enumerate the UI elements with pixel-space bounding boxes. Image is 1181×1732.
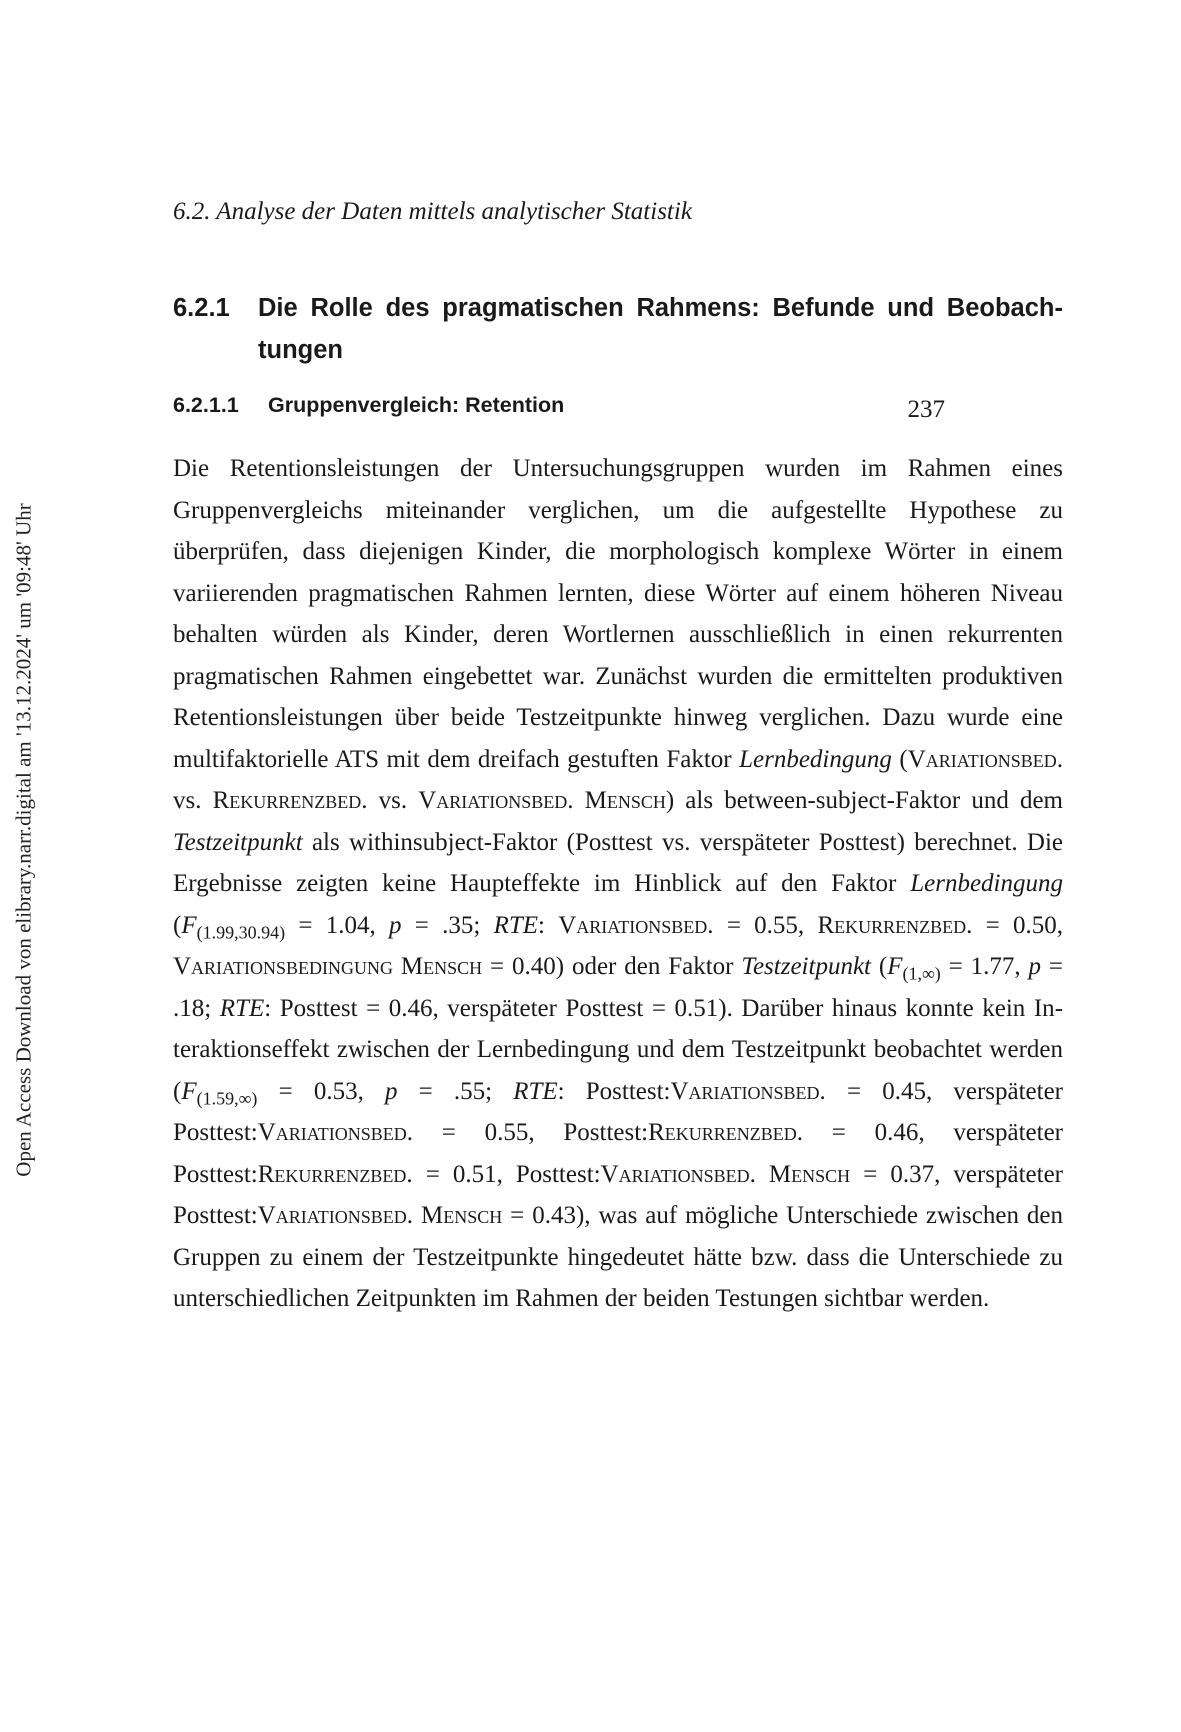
condition-rekurrenzbed: Rekurrenzbed. [212,787,368,814]
text-run: ( [173,911,182,939]
stat-rte: RTE [513,1077,558,1105]
text-run: = .18; [173,953,1063,1022]
text-run: = 0.50, [972,911,1063,939]
condition-variationsbed: Variationsbed. [907,745,1063,773]
text-run: = 1.04, [285,911,389,939]
stat-df: (1,∞) [902,963,941,984]
text-run: : [538,911,559,939]
text-run: = 0.53, [257,1077,385,1105]
text-run: = 0.46, verspäteter Posttest: [173,1119,1063,1188]
text-run: = 0.40) oder den Faktor [482,953,742,980]
stat-df: (1.59,∞) [196,1087,258,1108]
condition-variationsbed: Variationsbed. [558,911,714,939]
stat-df: (1.99,30.94) [196,921,286,942]
condition-variationsbed: Variationsbed. [257,1119,414,1146]
text-run: = 0.37, verspäteter Posttest: [173,1160,1064,1229]
text-run: = 1.77, [940,953,1029,980]
text-run: = 0.51, Posttest: [412,1160,601,1188]
text-run: : Posttest: [557,1077,671,1105]
stat-rte: RTE [493,911,539,939]
running-head-title: 6.2. Analyse der Daten mittels analytischer Statistik [173,198,692,225]
text-run: : Posttest = 0.46, verspäteter Posttest = 0.51). Darüber hinaus konnte kein Interaktionseffekt zwischen der Lernbedingung und dem Testzeitpunkt beobachtet werden ( [173,994,1064,1105]
stat-f: F [181,1077,197,1105]
term-lernbedingung: Lernbedingung [739,745,892,773]
body-paragraph [173,448,1063,1320]
text-run: = 0.45, verspäteter Posttest: [173,1077,1063,1146]
condition-variationsbed: Variationsbed. [670,1077,826,1105]
text-run: = .55; [397,1077,514,1105]
stat-rte: RTE [219,994,265,1022]
section-number: 6.2.1 [173,294,230,322]
subsection-number: 6.2.1.1 [173,393,239,417]
text-run: als withinsubject-Faktor (Posttest vs. verspäteter Posttest) berechnet. Die Ergebnisse zeigten keine Haupteffekte im Hinblick auf den Faktor [173,828,1063,897]
page-number: 237 [907,396,945,423]
term-testzeitpunkt: Testzeitpunkt [173,828,303,856]
stat-f: F [887,953,903,980]
text-run: = 0.55, [713,911,818,939]
term-testzeitpunkt: Testzeitpunkt [741,953,871,980]
text-run: vs. [367,787,419,814]
stat-p: p [389,911,402,939]
text-run: ( [891,745,908,773]
condition-rekurrenzbed: Rekurrenzbed. [257,1160,413,1188]
subsection-title: Gruppenvergleich: Retention [268,393,565,417]
paragraph [173,448,1063,1320]
text-run: Die Retentionsleistungen der Untersuchungsgruppen wurden im Rahmen eines Gruppenvergleichs miteinander verglichen, um die aufgestellte Hypothese zu überprüfen, dass diejenigen Kinder, die morphologisch komplexe Wörter in einem variierenden pragmatischen Rahmen lernten, diese Wörter auf einem höheren Niveau behalten würden als Kinder, deren Wortlernen ausschließlich in einen rekurrenten pragmatischen Rahmen eingebettet war. Zunächst wurden die ermittelten produktiven Retentionsleistungen über beide Testzeitpunkte hinweg verglichen. Dazu wurde eine multifaktorielle ATS mit dem dreifach gestuften Faktor [173,455,1063,773]
condition-variationsbedingung-mensch: Variationsbedingung Mensch [173,953,483,980]
download-watermark: Open Access Download von elibrary.narr.digital am '13.12.2024' um '09:48' Uhr [11,503,36,1177]
condition-rekurrenzbed: Rekurrenzbed. [648,1119,804,1146]
subsection-heading [173,393,564,418]
text-run: ) als between-subject-Faktor und dem [665,787,1063,814]
section-heading [173,287,1063,371]
text-run: = .35; [401,911,494,939]
condition-variationsbed-mensch: Variationsbed. Mensch [418,787,666,814]
text-run: = 0.43), was auf mögliche Unterschiede zwischen den Gruppen zu einem der Testzeitpunkte hingedeutet hätte bzw. dass die Unterschiede zu unterschiedlichen Zeitpunkten im Rahmen der beiden Testungen sichtbar werden. [173,1202,1063,1312]
stat-f: F [181,911,197,939]
stat-p: p [384,1077,398,1105]
text-run: = 0.55, Posttest: [413,1119,649,1146]
condition-variationsbed-mensch: Variationsbed. Mensch [600,1160,851,1188]
term-lernbedingung: Lernbedingung [910,870,1063,897]
stat-p: p [1028,953,1042,980]
condition-rekurrenzbed: Rekurrenzbed. [817,911,973,939]
section-title: Die Rolle des pragmatischen Rahmens: Befunde und Beobachtungen [258,294,1063,364]
text-run: ( [870,953,888,980]
condition-variationsbed-mensch: Variationsbed. Mensch [257,1202,503,1229]
text-run: vs. [173,787,213,814]
